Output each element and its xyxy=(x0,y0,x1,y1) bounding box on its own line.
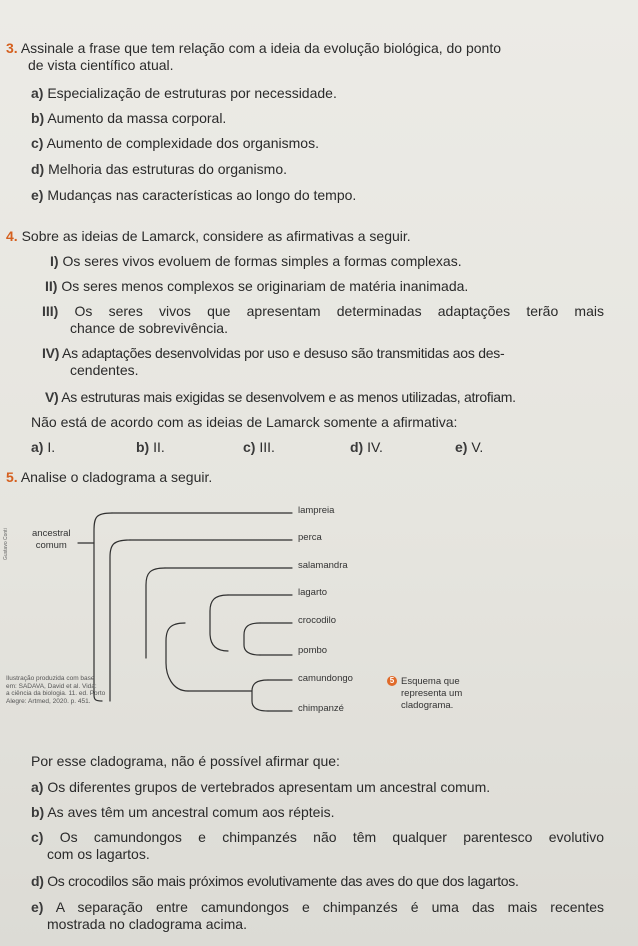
q5-option-d[interactable]: d) Os crocodilos são mais próximos evolutivamente das aves do que dos lagartos. xyxy=(31,873,519,889)
q4-answer-a[interactable]: a) I. xyxy=(31,439,56,455)
q4-number: 4. xyxy=(6,228,18,244)
cladogram-node-6 xyxy=(244,623,260,655)
q4-answer-d[interactable]: d) IV. xyxy=(350,439,383,455)
cladogram-caption: 5 Esquema que representa um cladograma. xyxy=(387,676,462,712)
q5-option-c-line2: com os lagartos. xyxy=(47,846,150,862)
q3-number: 3. xyxy=(6,40,18,56)
illustrator-credit: Gustavo Conti xyxy=(3,528,9,560)
q3-option-d[interactable]: d) Melhoria das estruturas do organismo. xyxy=(31,161,288,177)
taxon-camundongo: camundongo xyxy=(298,673,353,684)
cladogram-root-label: ancestral comum xyxy=(32,528,71,551)
taxon-chimpanze: chimpanzé xyxy=(298,703,344,714)
q5-option-a[interactable]: a) Os diferentes grupos de vertebrados apresentam um ancestral comum. xyxy=(31,779,491,795)
q4-statement-5: V) As estruturas mais exigidas se desenvolvem e as menos utilizadas, atrofiam. xyxy=(45,389,516,405)
cladogram-node-3 xyxy=(146,568,165,658)
q5-number: 5. xyxy=(6,469,18,485)
taxon-perca: perca xyxy=(298,532,322,543)
taxon-salamandra: salamandra xyxy=(298,560,348,571)
cladogram-node-5 xyxy=(210,595,228,651)
q5-stem: 5. Analise o cladograma a seguir. xyxy=(6,469,213,485)
q3-option-b[interactable]: b) Aumento da massa corporal. xyxy=(31,110,227,126)
cladogram-node-1 xyxy=(94,513,112,701)
q4-answer-e[interactable]: e) V. xyxy=(455,439,484,455)
q4-statement-2: II) Os seres menos complexos se originariam de matéria inanimada. xyxy=(45,278,469,294)
q5-option-e-line1[interactable]: e) A separação entre camundongos e chimpanzés é uma das mais recentes xyxy=(31,899,604,915)
q3-stem-line2: de vista científico atual. xyxy=(28,57,174,73)
q4-statement-3-line2: chance de sobrevivência. xyxy=(70,320,228,336)
caption-bullet-icon: 5 xyxy=(387,676,397,686)
q3-option-a[interactable]: a) Especialização de estruturas por necessidade. xyxy=(31,85,337,101)
q4-answer-c[interactable]: c) III. xyxy=(243,439,275,455)
q5-option-e-line2: mostrada no cladograma acima. xyxy=(47,916,247,932)
q4-statement-3-line1: III) Os seres vivos que apresentam determinadas adaptações terão mais xyxy=(42,303,604,319)
q3-option-c[interactable]: c) Aumento de complexidade dos organismos. xyxy=(31,135,319,151)
q5-prompt: Por esse cladograma, não é possível afirmar que: xyxy=(31,753,340,769)
q4-answer-b[interactable]: b) II. xyxy=(136,439,165,455)
q4-statement-4-line2: cendentes. xyxy=(70,362,139,378)
q4-statement-1: I) Os seres vivos evoluem de formas simples a formas complexas. xyxy=(50,253,462,269)
source-credit: Ilustração produzida com base em: SADAVA, David et al. Vida: a ciência da biologia. 11. ed. Porto Alegre: Artmed, 2020. p. 451. xyxy=(6,675,106,705)
q5-option-b[interactable]: b) As aves têm um ancestral comum aos répteis. xyxy=(31,804,335,820)
cladogram-node-4 xyxy=(166,623,188,691)
q5-option-c-line1[interactable]: c) Os camundongos e chimpanzés não têm qualquer parentesco evolutivo xyxy=(31,829,605,845)
taxon-lagarto: lagarto xyxy=(298,587,328,598)
cladogram-node-2 xyxy=(110,540,130,701)
q3-stem-line1: 3. Assinale a frase que tem relação com a ideia da evolução biológica, do ponto xyxy=(6,40,502,56)
q4-prompt: Não está de acordo com as ideias de Lamarck somente a afirmativa: xyxy=(31,414,458,430)
q3-option-e[interactable]: e) Mudanças nas características ao longo do tempo. xyxy=(31,187,357,203)
cladogram-node-7 xyxy=(252,680,268,711)
taxon-crocodilo: crocodilo xyxy=(298,615,337,626)
q4-stem: 4. Sobre as ideias de Lamarck, considere as afirmativas a seguir. xyxy=(6,228,411,244)
q4-statement-4-line1: IV) As adaptações desenvolvidas por uso e desuso são transmitidas aos des- xyxy=(42,345,505,361)
taxon-lampreia: lampreia xyxy=(298,505,335,516)
taxon-pombo: pombo xyxy=(298,645,328,656)
